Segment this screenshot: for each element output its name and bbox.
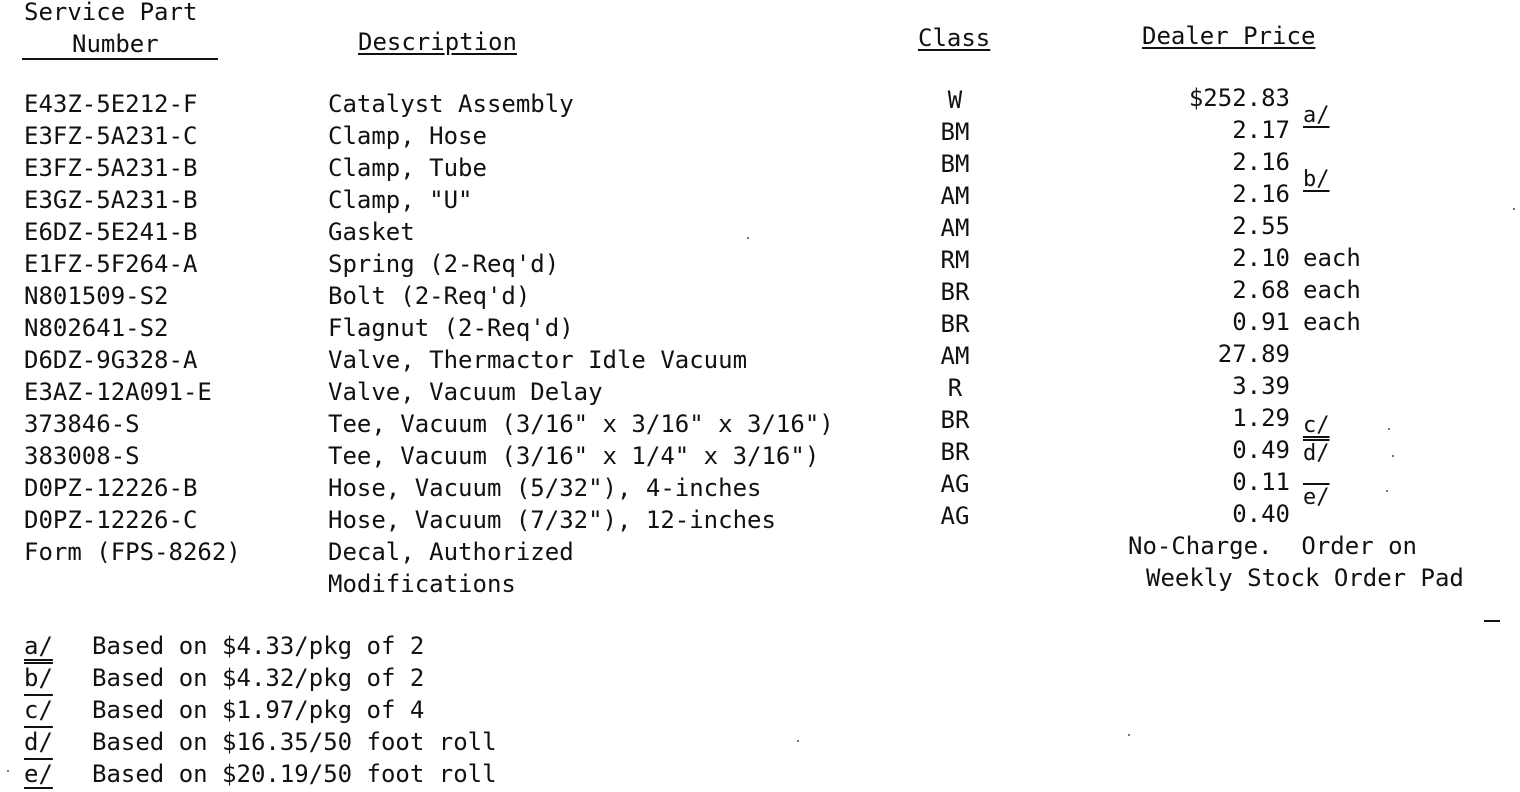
part-number: D0PZ-12226-C xyxy=(24,506,198,534)
header-description: Description xyxy=(358,28,517,56)
part-number: E3GZ-5A231-B xyxy=(24,186,198,214)
part-description: Tee, Vacuum (3/16" x 1/4" x 3/16") xyxy=(328,442,820,470)
part-number: E3FZ-5A231-B xyxy=(24,154,198,182)
footnote-mark: d/ xyxy=(24,728,53,756)
table-row xyxy=(0,468,1520,504)
part-class: RM xyxy=(940,246,970,274)
footnote-text: Based on $1.97/pkg of 4 xyxy=(92,696,425,724)
part-number: E43Z-5E212-F xyxy=(24,90,198,118)
part-description: Valve, Vacuum Delay xyxy=(328,378,603,406)
scan-mark xyxy=(1484,620,1500,622)
part-number: 373846-S xyxy=(24,410,140,438)
part-class: BR xyxy=(940,278,970,306)
dealer-price: 0.91 xyxy=(1232,308,1290,336)
scan-speck xyxy=(7,770,9,772)
footnote-text: Based on $16.35/50 foot roll xyxy=(92,728,497,756)
dealer-price: 2.55 xyxy=(1232,212,1290,240)
part-number: Form (FPS-8262) xyxy=(24,538,241,566)
table-row xyxy=(0,276,1520,312)
part-description: Clamp, Hose xyxy=(328,122,487,150)
part-description: Hose, Vacuum (5/32"), 4-inches xyxy=(328,474,762,502)
part-description: Clamp, "U" xyxy=(328,186,473,214)
footnote-text: Based on $20.19/50 foot roll xyxy=(92,760,497,788)
dealer-price: 0.11 xyxy=(1232,468,1290,496)
table-row xyxy=(0,148,1520,184)
part-class: BM xyxy=(940,150,970,178)
part-number: E3FZ-5A231-C xyxy=(24,122,198,150)
part-description: Flagnut (2-Req'd) xyxy=(328,314,574,342)
part-class: BM xyxy=(940,118,970,146)
dealer-price: 0.49 xyxy=(1232,436,1290,464)
part-number: D0PZ-12226-B xyxy=(24,474,198,502)
scan-speck xyxy=(797,740,799,742)
no-charge-line1: No-Charge. Order on xyxy=(1128,532,1417,560)
part-number: E6DZ-5E241-B xyxy=(24,218,198,246)
dealer-price: 2.10 xyxy=(1232,244,1290,272)
price-note: each xyxy=(1303,244,1361,272)
header-class: Class xyxy=(918,24,991,52)
part-number: E1FZ-5F264-A xyxy=(24,250,198,278)
table-row xyxy=(0,212,1520,248)
footnote-mark: a/ xyxy=(24,632,53,660)
part-class: AM xyxy=(940,214,970,242)
scan-speck xyxy=(1386,490,1388,492)
part-number: E3AZ-12A091-E xyxy=(24,378,212,406)
part-description: Clamp, Tube xyxy=(328,154,487,182)
scan-speck xyxy=(1388,428,1390,430)
part-number: 383008-S xyxy=(24,442,140,470)
footnote-mark-c: c/ xyxy=(1303,413,1330,438)
footnote-mark: c/ xyxy=(24,696,53,724)
dealer-price: 3.39 xyxy=(1232,372,1290,400)
scan-speck xyxy=(747,237,749,239)
price-note: each xyxy=(1303,276,1361,304)
dealer-price: 27.89 xyxy=(1217,340,1290,368)
table-row xyxy=(0,84,1520,120)
table-row xyxy=(0,340,1520,376)
table-row xyxy=(0,372,1520,408)
part-class: AG xyxy=(940,470,970,498)
part-class: BR xyxy=(940,406,970,434)
header-part-number-line1: Service Part xyxy=(24,0,198,26)
header-part-number-rule xyxy=(22,58,218,60)
part-description: Decal, Authorized xyxy=(328,538,574,566)
footnote-mark-d: d/ xyxy=(1303,441,1330,466)
dealer-price: 2.16 xyxy=(1232,180,1290,208)
header-dealer-price: Dealer Price xyxy=(1142,22,1316,50)
dealer-price: 0.40 xyxy=(1232,500,1290,528)
part-number: N801509-S2 xyxy=(24,282,169,310)
part-class: BR xyxy=(940,310,970,338)
part-number: D6DZ-9G328-A xyxy=(24,346,198,374)
part-description: Hose, Vacuum (7/32"), 12-inches xyxy=(328,506,776,534)
footnote-text: Based on $4.33/pkg of 2 xyxy=(92,632,425,660)
dealer-price: $252.83 xyxy=(1188,84,1290,112)
part-class: AG xyxy=(940,502,970,530)
part-description: Catalyst Assembly xyxy=(328,90,574,118)
footnote-mark-b: b/ xyxy=(1303,167,1330,192)
header-part-number-line2: Number xyxy=(72,30,159,58)
part-description: Bolt (2-Req'd) xyxy=(328,282,531,310)
footnote-mark-a: a/ xyxy=(1303,103,1330,128)
footnote-mark: b/ xyxy=(24,664,53,692)
part-class: W xyxy=(947,86,963,114)
dealer-price: 2.16 xyxy=(1232,148,1290,176)
footnote-mark: e/ xyxy=(24,760,53,788)
footnote-mark-e: e/ xyxy=(1303,485,1330,510)
table-row xyxy=(0,404,1520,440)
footnote-text: Based on $4.32/pkg of 2 xyxy=(92,664,425,692)
part-description: Tee, Vacuum (3/16" x 3/16" x 3/16") xyxy=(328,410,834,438)
part-description: Spring (2-Req'd) xyxy=(328,250,560,278)
part-description: Modifications xyxy=(328,570,516,598)
table-row xyxy=(0,244,1520,280)
part-class: AM xyxy=(940,342,970,370)
part-number: N802641-S2 xyxy=(24,314,169,342)
part-class: AM xyxy=(940,182,970,210)
price-note: each xyxy=(1303,308,1361,336)
scan-speck xyxy=(1513,208,1515,210)
scan-speck xyxy=(1128,734,1130,736)
part-description: Valve, Thermactor Idle Vacuum xyxy=(328,346,748,374)
table-row xyxy=(0,308,1520,344)
part-class: BR xyxy=(940,438,970,466)
dealer-price: 2.68 xyxy=(1232,276,1290,304)
no-charge-line2: Weekly Stock Order Pad xyxy=(1146,564,1464,592)
dealer-price: 2.17 xyxy=(1232,116,1290,144)
part-description: Gasket xyxy=(328,218,415,246)
part-class: R xyxy=(947,374,963,402)
dealer-price: 1.29 xyxy=(1232,404,1290,432)
scan-speck xyxy=(1392,455,1394,457)
